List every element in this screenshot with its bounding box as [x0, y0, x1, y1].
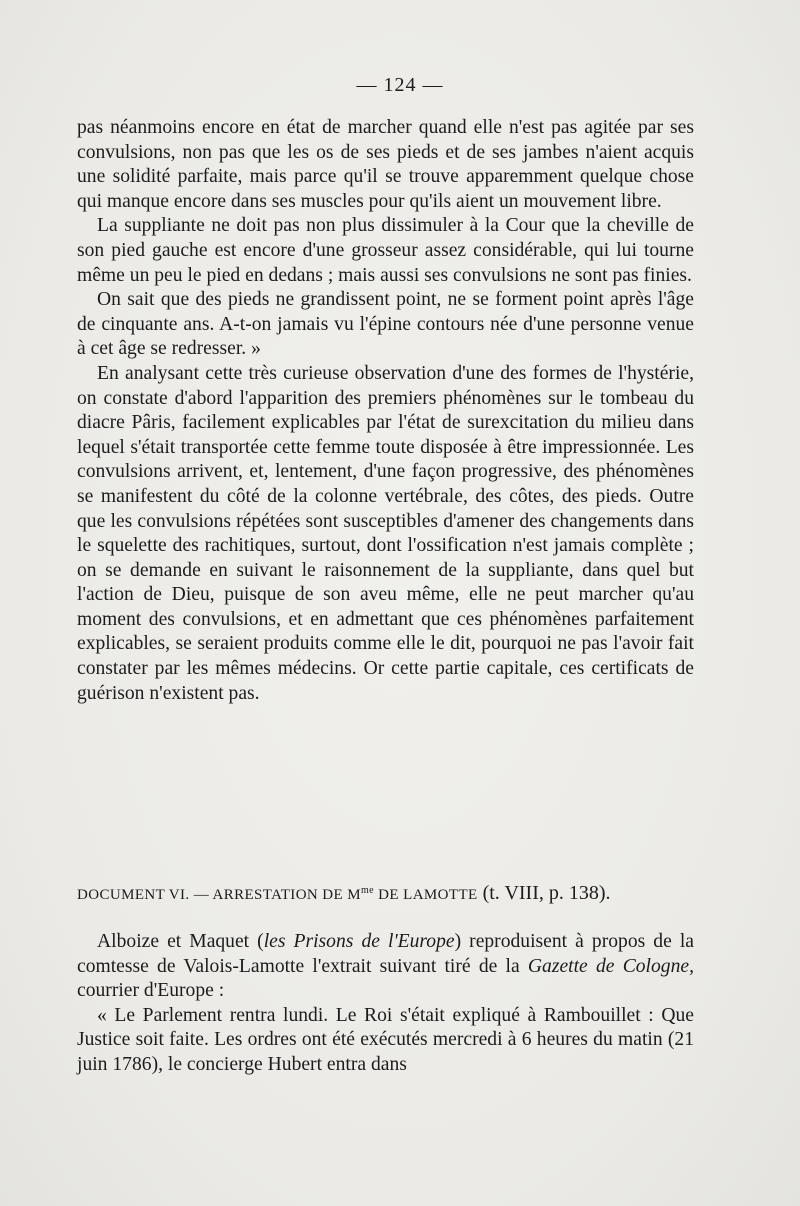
heading-superscript: me	[361, 885, 375, 896]
paragraph-1: pas néanmoins encore en état de marcher quand elle n'est pas agitée par ses convulsions, non pas que les os de ses pieds et de ses jambes n'aient acquis une solidité parfaite, mais parce qu'il se trouve apparemment quelque chose qui manque encore dans ses muscles pour qu'ils aient un mouvement libre.	[77, 117, 694, 212]
p5-start: Alboize et Maquet (	[97, 931, 264, 952]
heading-prefix: DOCUMENT VI. — ARRESTATION DE M	[77, 887, 361, 903]
heading-suffix: DE LAMOTTE	[374, 887, 478, 903]
document-text-block	[77, 930, 694, 1078]
page-number: — 124 —	[356, 74, 444, 96]
heading-reference: (t. VIII, p. 138).	[477, 882, 611, 904]
p5-italic-gazette: Gazette de Cologne,	[527, 955, 694, 977]
paragraph-3: On sait que des pieds ne grandissent point, ne se forment point après l'âge de cinquante ans. A-t-on jamais vu l'épine contours née d'une personne venue à cet âge se redresser. »	[77, 289, 694, 360]
paragraph-4: En analysant cette très curieuse observation d'une des formes de l'hystérie, on constate d'abord l'apparition des premiers phénomènes sur le tombeau du diacre Pâris, facilement explicables par l'état de surexcitation du milieu dans lequel s'était transportée cette femme toute disposée à être impressionnée. Les convulsions arrivent, et, lentement, d'une façon progressive, des phénomènes se manifestent du côté de la colonne vertébrale, des côtes, des pieds. Outre que les convulsions répétées sont susceptibles d'amener des changements dans le squelette des rachitiques, surtout, dont l'ossification n'est jamais complète ; on se demande en suivant le raisonnement de la suppliante, dans quel but l'action de Dieu, puisque de son aveu même, elle ne peut marcher qu'au moment des convulsions, et en admettant que ces phénomènes parfaitement explicables, se seraient produits comme elle le dit, pourquoi ne pas l'avoir fait constater par les mêmes médecins. Or cette partie capitale, ces certificats de guérison n'existent pas.	[77, 362, 694, 704]
paragraph-6: « Le Parlement rentra lundi. Le Roi s'était expliqué à Rambouillet : Que Justice soit faite. Les ordres ont été exécutés mercredi à 6 heures du matin (21 juin 1786), le concierge Hubert entra dans	[77, 1004, 694, 1075]
p5-mid: ) reproduisent à propos de la comtesse de Valois-Lamotte l'extrait suivant tiré de la	[77, 931, 694, 977]
p5-end: courrier d'Europe :	[77, 980, 225, 1002]
paragraph-5	[77, 930, 694, 1004]
paragraph-2: La suppliante ne doit pas non plus dissimuler à la Cour que la cheville de son pied gauche est encore d'une grosseur assez considérable, qui lui tourne même un peu le pied en dedans ; mais aussi ses convulsions ne sont pas finies.	[77, 215, 694, 286]
main-text-block	[77, 116, 694, 706]
document-heading	[77, 882, 697, 905]
p5-italic-title: les Prisons de l'Europe	[263, 931, 455, 952]
